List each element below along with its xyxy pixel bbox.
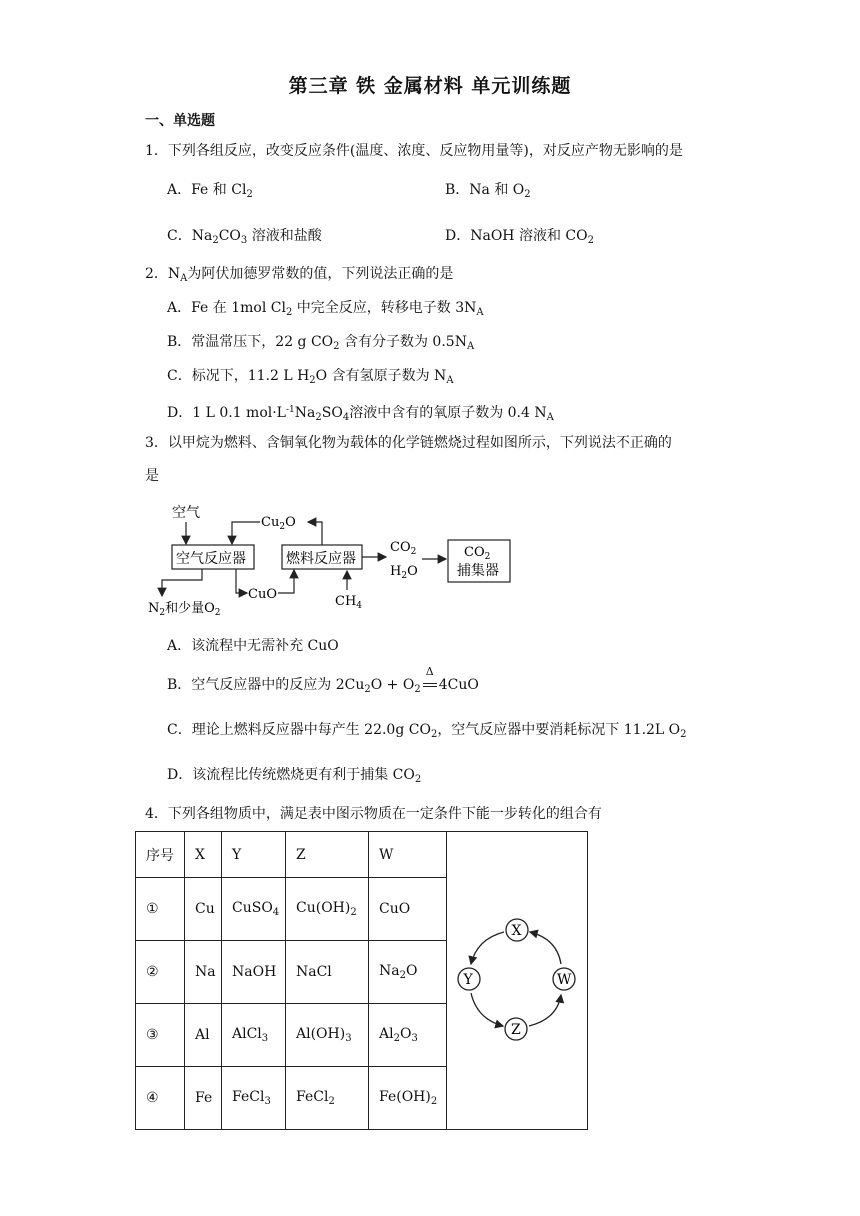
cu2o-label: $Cu_2O$ (261, 515, 296, 532)
header-w: W (369, 832, 447, 878)
cell-y: CuSO$_4$ (222, 878, 286, 941)
header-x: X (185, 832, 222, 878)
cycle-diagram (447, 899, 587, 1059)
cell-y: FeCl$_3$ (222, 1067, 286, 1130)
n2-label: $N_2$和少量$O_2$ (148, 601, 221, 618)
q4-table (135, 831, 588, 1130)
node-z-label: Z (511, 1021, 521, 1038)
cell-x: Al (185, 1004, 222, 1067)
cuo-label: CuO (248, 587, 277, 602)
fuel-reactor-label: 燃料反应器 (286, 551, 356, 567)
q4-stem: 4．下列各组物质中，满足表中图示物质在一定条件下能一步转化的组合有 (145, 806, 602, 822)
cell-y: AlCl$_3$ (222, 1004, 286, 1067)
q2-option-d: D．1 L 0.1 $mol\cdot L^{-1}Na_2SO_4$溶液中含有的氧原子数为 0.4 $N_A$ (167, 405, 554, 423)
cell-no: ① (136, 878, 185, 941)
q3-option-b: B．空气反应器中的反应为 $2Cu_2O + O_2$ Δ 4CuO (167, 665, 479, 695)
header-z: Z (286, 832, 369, 878)
header-no: 序号 (136, 832, 185, 878)
q3-option-c: C．理论上燃料反应器中每产生 22.0g $CO_2$，空气反应器中要消耗标况下 11.2L $O_2$ (167, 722, 687, 740)
cycle-diagram-cell (447, 832, 588, 1130)
section-heading: 一、单选题 (145, 113, 215, 129)
cell-w: $Al_2O_3$ (369, 1004, 447, 1067)
cell-y: NaOH (222, 941, 286, 1004)
cell-w: CuO (369, 878, 447, 941)
q1-option-c: C．$Na_2CO_3$ 溶液和盐酸 (167, 228, 322, 246)
collector-co2-label: $CO_2$ (464, 545, 491, 562)
header-y: Y (222, 832, 286, 878)
page-title: 第三章 铁 金属材料 单元训练题 (288, 75, 572, 97)
q3-option-d: D．该流程比传统燃烧更有利于捕集 $CO_2$ (167, 767, 422, 785)
ch4-label: $CH_4$ (335, 594, 363, 611)
cell-no: ④ (136, 1067, 185, 1130)
q2-option-c: C．标况下，11.2 L $H_2O$ 含有氢原子数为 $N_A$ (167, 368, 454, 386)
cell-x: Cu (185, 878, 222, 941)
chemical-looping-diagram (140, 500, 520, 620)
air-label: 空气 (172, 505, 200, 521)
delta-symbol: Δ (425, 665, 434, 678)
co2-product-label: $CO_2$ (390, 540, 417, 557)
q2-option-b: B．常温常压下，22 g $CO_2$ 含有分子数为 $0.5N_A$ (167, 334, 475, 352)
cell-x: Fe (185, 1067, 222, 1130)
q2-option-a: A．Fe 在 1mol $Cl_2$ 中完全反应，转移电子数 $3N_A$ (167, 300, 484, 318)
cell-z: NaCl (286, 941, 369, 1004)
air-reactor-label: 空气反应器 (176, 551, 246, 567)
q3-option-a: A．该流程中无需补充 CuO (167, 638, 339, 654)
node-y-label: Y (463, 971, 473, 988)
cell-z: FeCl$_2$ (286, 1067, 369, 1130)
cell-w: $Fe(OH)_2$ (369, 1067, 447, 1130)
node-x-label: X (511, 922, 522, 939)
q1-option-a: A．Fe 和 $Cl_2$ (167, 182, 253, 200)
q2-stem: 2．$N_A$为阿伏加德罗常数的值，下列说法正确的是 (145, 266, 454, 284)
q1-option-d: D．NaOH 溶液和 $CO_2$ (445, 228, 594, 246)
collector-label: 捕集器 (457, 563, 499, 579)
node-w-label: W (557, 971, 572, 988)
cell-z: $Al(OH)_3$ (286, 1004, 369, 1067)
q1-stem: 1．下列各组反应，改变反应条件(温度、浓度、反应物用量等)，对反应产物无影响的是 (145, 143, 683, 159)
cell-w: $Na_2O$ (369, 941, 447, 1004)
q1-option-b: B．Na 和 $O_2$ (445, 182, 531, 200)
cell-no: ② (136, 941, 185, 1004)
cell-x: Na (185, 941, 222, 1004)
cell-no: ③ (136, 1004, 185, 1067)
table-header-row (136, 832, 588, 878)
cell-z: $Cu(OH)_2$ (286, 878, 369, 941)
q3-stem-line2: 是 (145, 468, 159, 484)
h2o-product-label: $H_2O$ (390, 564, 418, 581)
q3-stem-line1: 3．以甲烷为燃料、含铜氧化物为载体的化学链燃烧过程如图所示，下列说法不正确的 (145, 435, 672, 451)
